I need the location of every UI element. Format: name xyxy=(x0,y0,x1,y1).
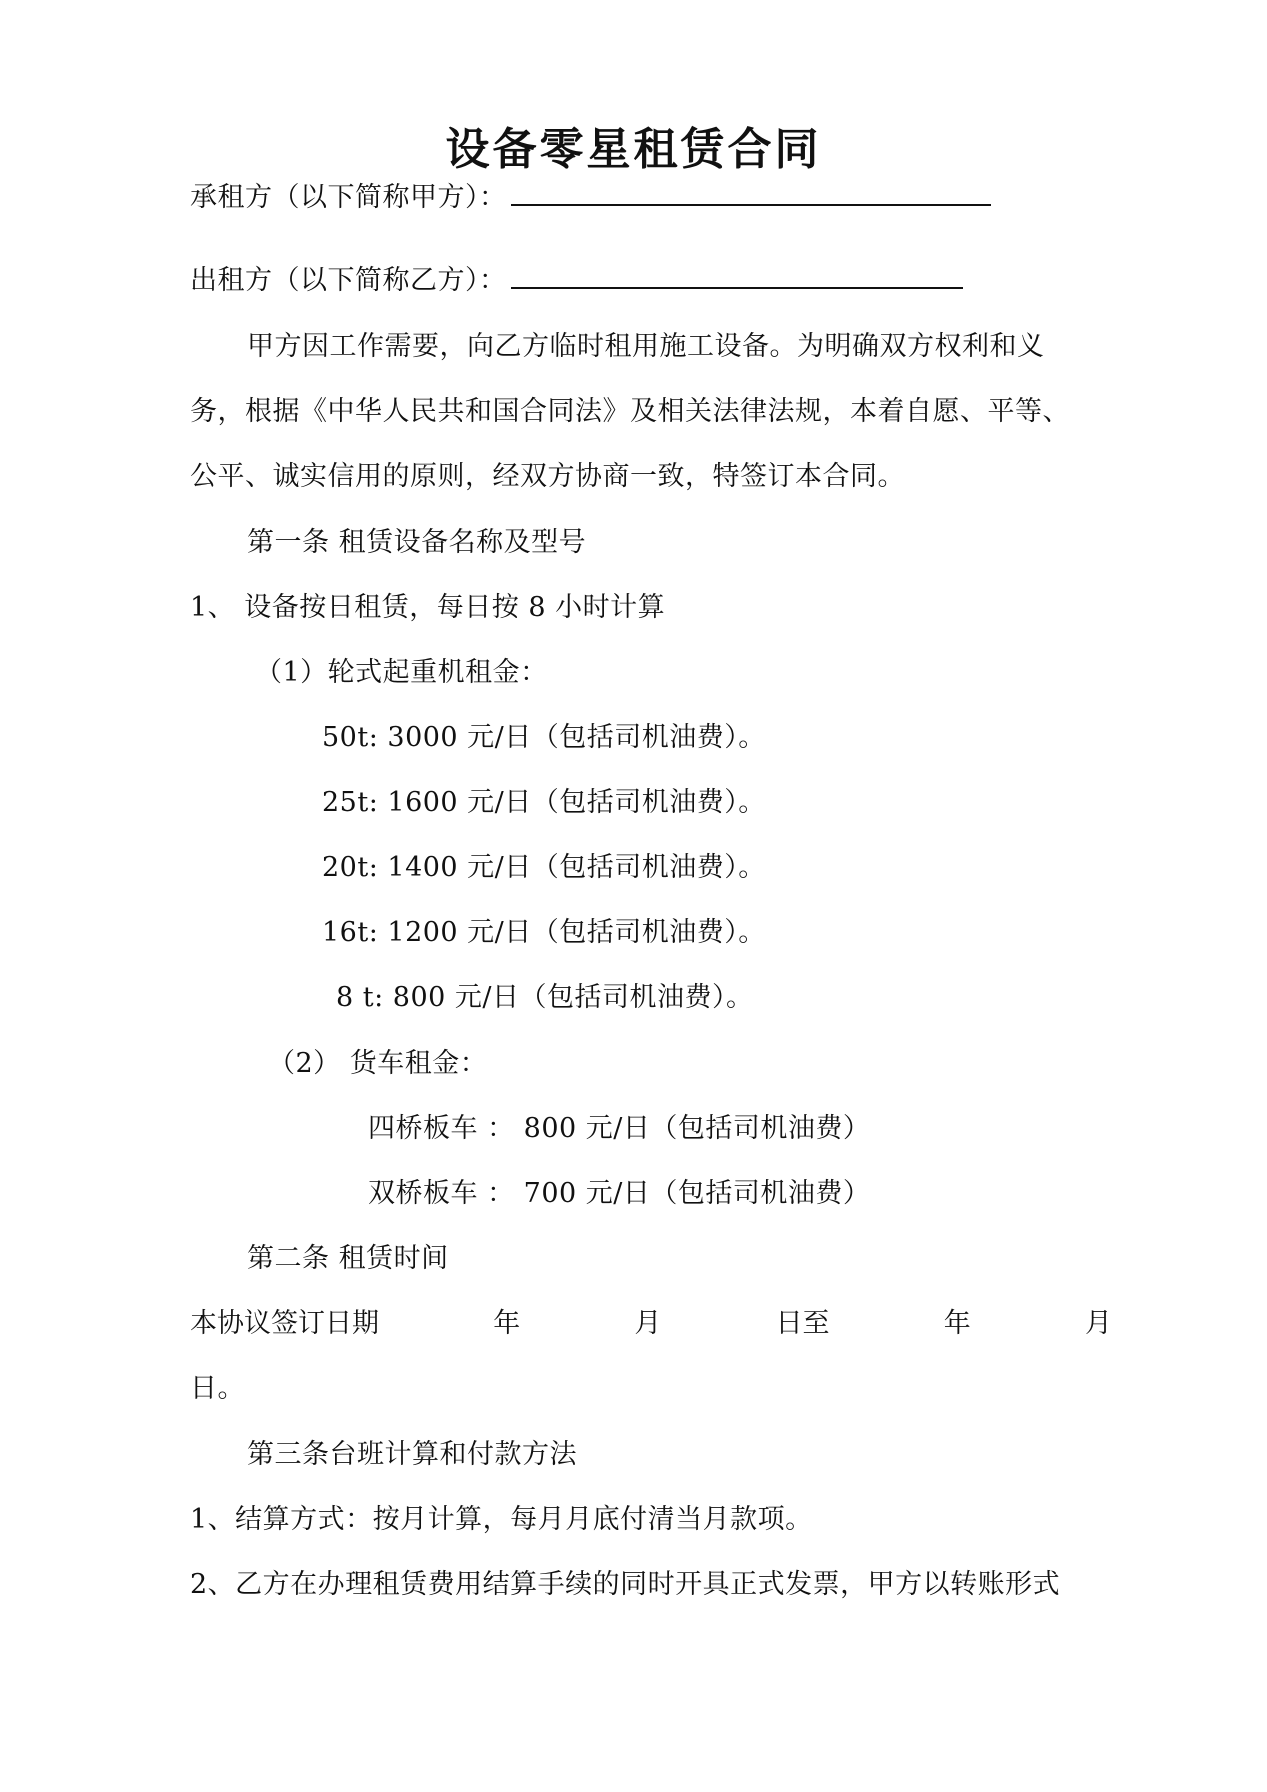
article1-item1: 1、 设备按日租赁，每日按 8 小时计算 xyxy=(190,592,666,623)
lessee-blank[interactable] xyxy=(511,180,991,206)
lessor-label: 出租方（以下简称乙方）： xyxy=(190,265,507,296)
period-start-label: 本协议签订日期 xyxy=(190,1308,379,1339)
intro-line-1: 甲方因工作需要，向乙方临时租用施工设备。为明确双方权利和义 xyxy=(247,331,1045,362)
article3-item1: 1、结算方式：按月计算，每月月底付清当月款项。 xyxy=(190,1504,813,1535)
period-day-to: 日至 xyxy=(775,1308,830,1339)
lessor-blank[interactable] xyxy=(511,263,963,289)
period-year-1: 年 xyxy=(493,1308,521,1339)
article3-item2: 2、乙方在办理租赁费用结算手续的同时开具正式发票，甲方以转账形式 xyxy=(190,1569,1061,1600)
lessee-line xyxy=(190,180,991,215)
crane-rate-50t: 50t: 3000 元/日（包括司机油费）。 xyxy=(322,722,766,753)
crane-rate-16t: 16t: 1200 元/日（包括司机油费）。 xyxy=(322,917,766,948)
lessor-line xyxy=(190,263,963,298)
truck-rate-four-axle: 四桥板车 ： 800 元/日（包括司机油费） xyxy=(368,1113,871,1144)
period-end: 日。 xyxy=(190,1373,245,1404)
document-title: 设备零星租赁合同 xyxy=(445,124,822,175)
crane-heading: （1）轮式起重机租金： xyxy=(255,657,548,688)
article3-heading: 第三条台班计算和付款方法 xyxy=(247,1439,577,1470)
lessee-label: 承租方（以下简称甲方）： xyxy=(190,182,507,213)
period-year-2: 年 xyxy=(943,1308,971,1339)
period-month-2: 月 xyxy=(1084,1308,1112,1339)
intro-line-3: 公平、诚实信用的原则，经双方协商一致，特签订本合同。 xyxy=(190,461,905,492)
article1-heading: 第一条 租赁设备名称及型号 xyxy=(247,527,587,558)
crane-rate-20t: 20t: 1400 元/日（包括司机油费）。 xyxy=(322,852,766,883)
intro-line-2: 务，根据《中华人民共和国合同法》及相关法律法规，本着自愿、平等、 xyxy=(190,396,1070,427)
rental-period-line xyxy=(190,1307,1112,1341)
truck-rate-two-axle: 双桥板车 ： 700 元/日（包括司机油费） xyxy=(368,1178,871,1209)
crane-rate-25t: 25t: 1600 元/日（包括司机油费）。 xyxy=(322,787,766,818)
truck-heading: （2） 货车租金： xyxy=(268,1048,488,1079)
crane-rate-8t: 8 t: 800 元/日（包括司机油费）。 xyxy=(336,982,754,1013)
period-month-1: 月 xyxy=(634,1308,662,1339)
article2-heading: 第二条 租赁时间 xyxy=(247,1243,449,1274)
